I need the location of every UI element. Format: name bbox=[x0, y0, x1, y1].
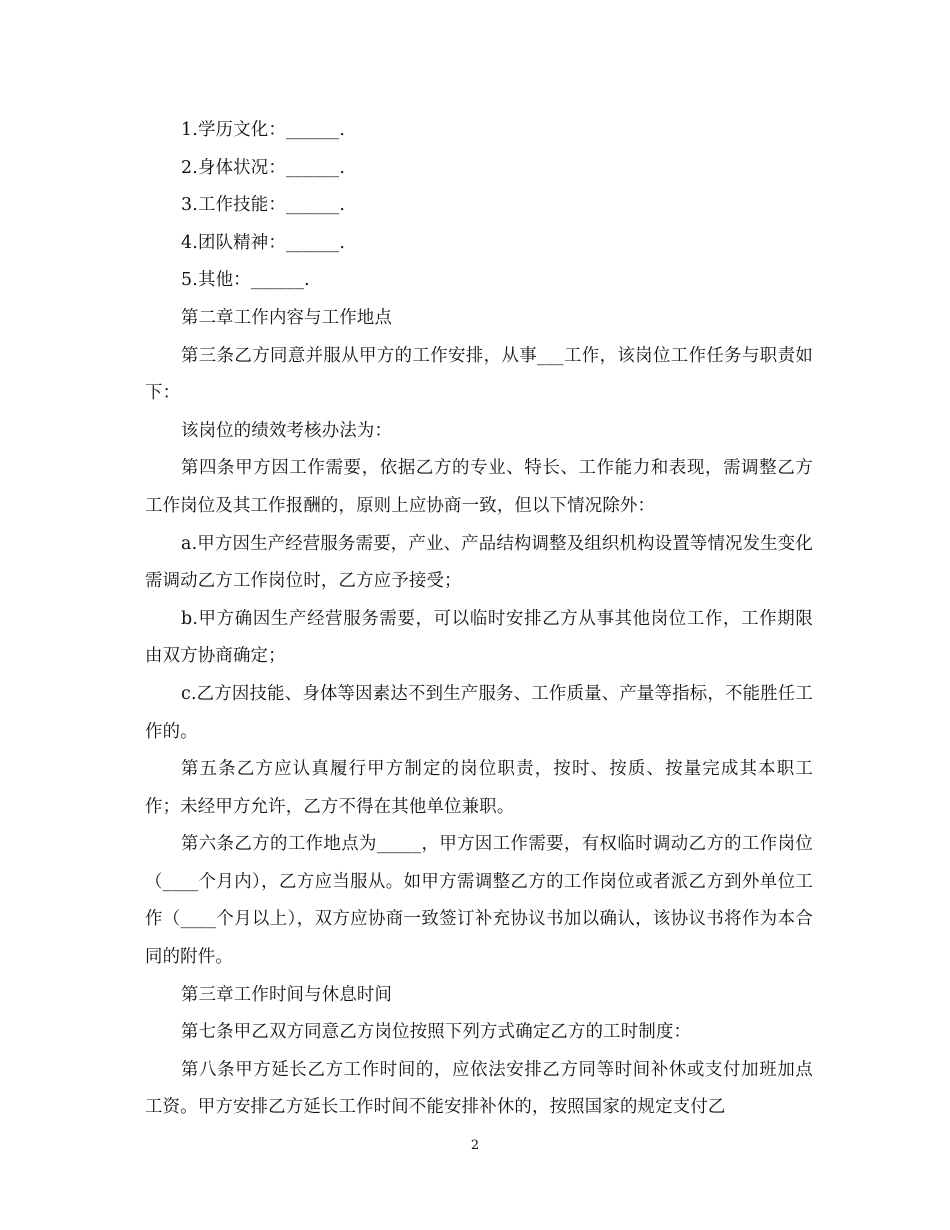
chapter-heading-2: 第二章工作内容与工作地点 bbox=[181, 307, 393, 328]
article-4-item-c: c.乙方因技能、身体等因素达不到生产服务、工作质量、产量等指标，不能胜任工作的。 bbox=[145, 683, 813, 742]
item-education: 1.学历文化：______. bbox=[181, 120, 346, 140]
chapter-heading-3: 第三章工作时间与休息时间 bbox=[181, 984, 393, 1005]
article-4-item-a: a.甲方因生产经营服务需要，产业、产品结构调整及组织机构设置等情况发生变化需调动乙方工作岗位时，乙方应予接受； bbox=[145, 533, 813, 592]
article-4: 第四条甲方因工作需要，依据乙方的专业、特长、工作能力和表现，需调整乙方工作岗位及其工作报酬的，原则上应协商一致，但以下情况除外： bbox=[145, 458, 813, 516]
page-number: 2 bbox=[470, 1138, 480, 1153]
item-other: 5.其他：______. bbox=[181, 270, 310, 291]
document-body bbox=[145, 112, 813, 1127]
article-6: 第六条乙方的工作地点为_____，甲方因工作需要，有权临时调动乙方的工作岗位（____个月内），乙方应当服从。如甲方需调整乙方的工作岗位或者派乙方到外单位工作（____个月以上），双方应协商一致签订补充协议书加以确认，该协议书将作为本合同的附件。 bbox=[145, 834, 813, 968]
item-health: 2.身体状况：______. bbox=[181, 157, 346, 178]
article-8: 第八条甲方延长乙方工作时间的，应依法安排乙方同等时间补休或支付加班加点工资。甲方安排乙方延长工作时间不能安排补休的，按照国家的规定支付乙 bbox=[145, 1059, 813, 1118]
article-4-item-b: b.甲方确因生产经营服务需要，可以临时安排乙方从事其他岗位工作，工作期限由双方协商确定； bbox=[145, 608, 813, 667]
article-3: 第三条乙方同意并服从甲方的工作安排，从事___工作，该岗位工作任务与职责如下： bbox=[145, 345, 813, 404]
article-7: 第七条甲乙双方同意乙方岗位按照下列方式确定乙方的工时制度： bbox=[181, 1022, 692, 1043]
item-teamwork: 4.团队精神：______. bbox=[181, 232, 346, 253]
item-skills: 3.工作技能：______. bbox=[181, 195, 346, 216]
article-5: 第五条乙方应认真履行甲方制定的岗位职责，按时、按质、按量完成其本职工作；未经甲方允许，乙方不得在其他单位兼职。 bbox=[145, 759, 813, 817]
performance-assessment: 该岗位的绩效考核办法为： bbox=[181, 420, 393, 441]
